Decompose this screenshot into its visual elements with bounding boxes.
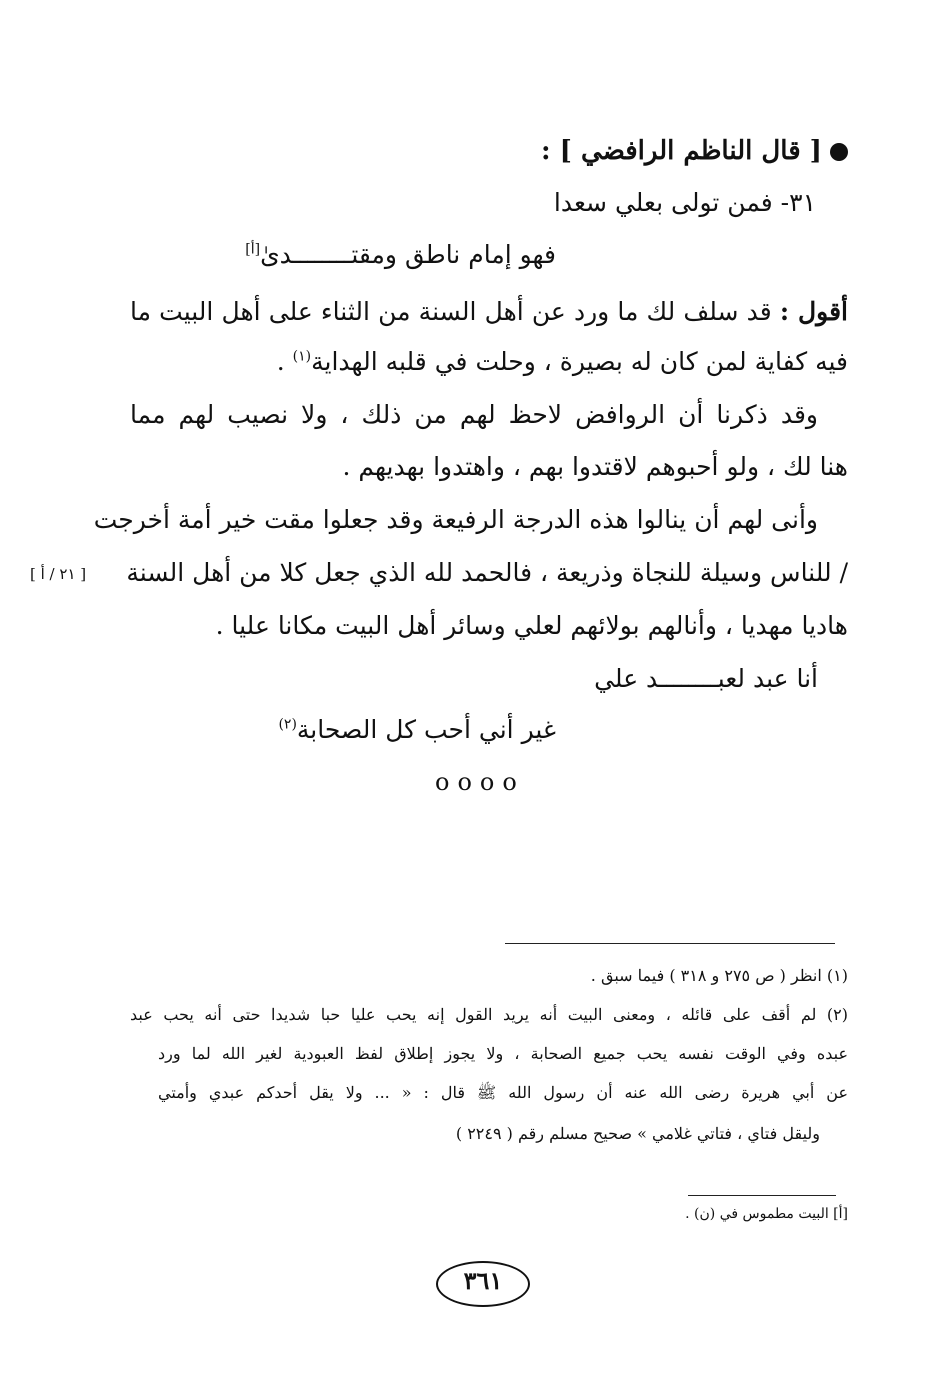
paragraph-2-line-1: وقد ذكرنا أن الروافض لاحظ لهم من ذلك ، ولا نصيب لهم مما <box>130 400 818 429</box>
editor-note-ref: [أ] <box>245 241 261 258</box>
poem-verse-1-first-hemistich: ٣١- فمن تولى بعلي سعدا <box>553 188 816 217</box>
editor-note-separator <box>688 1195 836 1196</box>
footnote-2-line-1: (٢) لم أقف على قائله ، ومعنى البيت أنه يريد القول إنه يحب عليا حبا شديدا حتى أنه يحب عبد <box>130 1005 848 1024</box>
paragraph-3-line-2: / للناس وسيلة للنجاة وذريعة ، فالحمد لله الذي جعل كلا من أهل السنة <box>126 558 848 587</box>
footnote-2-line-4: وليقل فتاي ، فتاتي غلامي » صحيح مسلم رقم ( ٢٢٤٩ ) <box>455 1124 820 1143</box>
paragraph-2-line-2: هنا لك ، ولو أحبوهم لاقتدوا بهم ، واهتدوا بهديهم . <box>342 452 848 481</box>
editor-note: [أ] البيت مطموس في (ن) . <box>685 1206 848 1222</box>
bullet-icon <box>830 143 848 161</box>
footnote-ref-2: (٢) <box>278 716 297 733</box>
paragraph-1-line-2: فيه كفاية لمن كان له بصيرة ، وحلت في قلبه الهداية$^{(١)}$ . <box>276 347 848 376</box>
aqulu-lead: أقول : <box>779 297 848 326</box>
paragraph-3-line-1: وأنى لهم أن ينالوا هذه الدرجة الرفيعة وقد جعلوا مقت خير أمة أخرجت <box>93 505 818 534</box>
footnote-separator <box>505 943 835 944</box>
poem-verse-2-second-hemistich: غير أني أحب كل الصحابة$^{(٢)}$ <box>278 715 556 744</box>
footnote-ref-1: (١) <box>292 348 312 365</box>
poem-verse-2-first-hemistich: أنا عبد لعبــــــــد علي <box>594 664 818 693</box>
manuscript-folio-marker: [ ٢١ / أ ] <box>30 565 87 583</box>
paragraph-1-line-1: أقول : قد سلف لك ما ورد عن أهل السنة من الثناء على أهل البيت ما <box>130 297 848 326</box>
heading-text: [ قال الناظم الرافضي ] : <box>541 136 822 166</box>
heading <box>541 136 848 166</box>
section-separator: oooo <box>435 768 525 796</box>
footnote-1: (١) انظر ( ص ٢٧٥ و ٣١٨ ) فيما سبق . <box>590 966 848 985</box>
footnote-2-line-3: عن أبي هريرة رضى الله عنه أن رسول الله ﷺ قال : « ... ولا يقل أحدكم عبدي وأمتي <box>158 1083 848 1102</box>
footnote-2-line-2: عبده وفي الوقت نفسه يحب جميع الصحابة ، ولا يجوز إطلاق لفظ العبودية لغير الله لما ورد <box>158 1044 848 1063</box>
poem-verse-1-second-hemistich: فهو إمام ناطق ومقتــــــــدىٰ[أ] <box>245 240 556 269</box>
page-number: ٣٦١ <box>463 1266 503 1295</box>
paragraph-3-line-3: هاديا مهديا ، وأنالهم بولائهم لعلي وسائر أهل البيت مكانا عليا . <box>215 611 848 640</box>
page-number-badge <box>436 1261 530 1307</box>
